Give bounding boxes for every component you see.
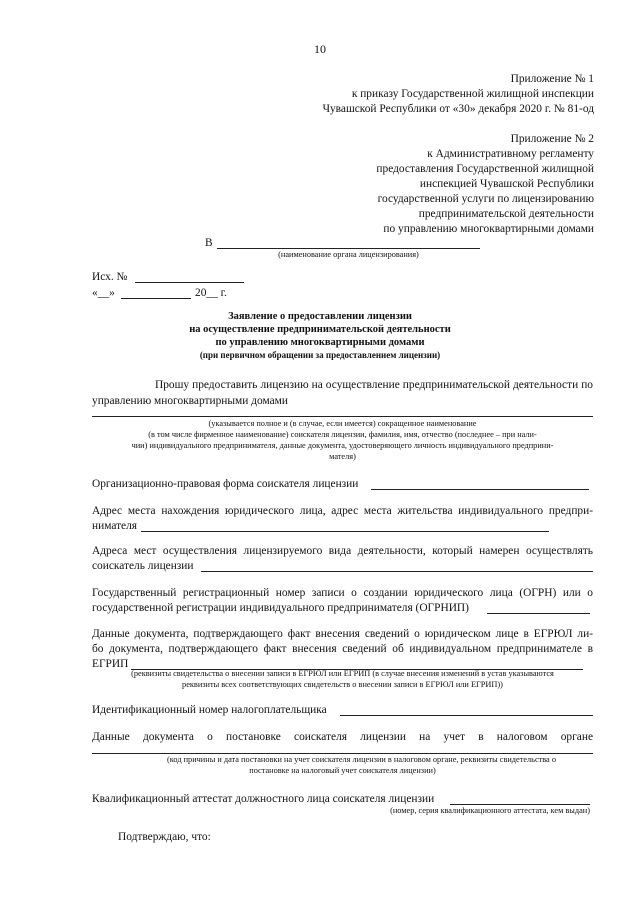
legal-form-field[interactable] [371,489,589,490]
addressee-line [217,248,480,249]
appendix1-line2: Чувашской Республики от «30» декабря 2020 г. № 81-од [322,103,594,115]
request-line1: Прошу предоставить лицензию на осуществление предпринимательской деятельности по [155,379,593,391]
request-note4: мателя) [329,452,356,461]
egrul-label-2: бо документа, подтверждающего факт внесения сведений об индивидуальном предпринимателе в [92,643,593,655]
tax-label: Данные документа о постановке соискателя лицензии на учет в налоговом органе [92,731,593,743]
heading-line4: (при первичном обращении за предоставлением лицензии) [199,350,441,360]
egrul-label-1: Данные документа, подтверждающего факт внесения сведений о юридическом лице в ЕГРЮЛ ли- [92,628,593,640]
heading-line3: по управлению многоквартирными домами [215,337,425,348]
ogrn-label-2: государственной регистрации индивидуального предпринимателя (ОГРНИП) [92,602,469,614]
outgoing-date-prefix: «__» [92,287,115,299]
address-label-1: Адрес места нахождения юридического лица, адрес места жительства индивидуального предпри- [92,505,593,517]
egrul-label-3: ЕГРИП [92,658,129,670]
confirm-text: Подтверждаю, что: [118,831,211,843]
address-field[interactable] [141,531,549,532]
appendix2-line: по управлению многоквартирными домами [383,223,594,235]
heading-line1: Заявление о предоставлении лицензии [228,311,412,322]
appendix2-title: Приложение № 2 [510,133,594,145]
request-note1: (указывается полное и (в случае, если имеется) сокращенное наименование [208,419,477,428]
inn-label: Идентификационный номер налогоплательщика [92,704,327,716]
cert-field[interactable] [450,804,590,805]
ogrn-field[interactable] [487,613,590,614]
tax-note2: постановке на налоговый учет соискателя лицензии) [249,766,436,775]
addressee-prefix: В [205,237,213,249]
outgoing-number-line [135,282,244,283]
tax-note1: (код причины и дата постановки на учет соискателя лицензии в налоговом органе, реквизиты свидетельства о [167,755,556,764]
appendix2-line: к Административному регламенту [427,148,594,160]
request-note3: чии) индивидуального предпринимателя, данные документа, удостоверяющего личность индивидуального предприни- [131,441,554,450]
heading-line2: на осуществление предпринимательской деятельности [189,324,451,335]
request-note2: (в том числе фирменное наименование) соискателя лицензии, фамилия, имя, отчество (последнее – при нали- [148,430,537,439]
tax-field[interactable] [92,753,593,754]
egrul-note2: реквизиты всех соответствующих свидетельств о внесении записи в ЕГРЮЛ или ЕГРИП)) [182,680,503,689]
appendix1-line1: к приказу Государственной жилищной инспекции [351,88,594,100]
outgoing-number-label: Исх. № [92,271,128,283]
appendix2-line: предоставления Государственной жилищной [376,163,594,175]
cert-note: (номер, серия квалификационного аттестата, кем выдан) [390,806,590,815]
request-line2: управлению многоквартирными домами [92,395,288,407]
appendix1-title: Приложение № 1 [510,73,594,85]
appendix2-line: государственной услуги по лицензированию [377,193,594,205]
outgoing-date-year: 20__ г. [195,287,227,299]
legal-form-label: Организационно-правовая форма соискателя лицензии [92,478,359,490]
ogrn-label-1: Государственный регистрационный номер записи о создании юридического лица (ОГРН) или о [92,587,593,599]
address-label-2: нимателя [92,520,138,532]
egrul-note1: (реквизиты свидетельства о внесении записи в ЕГРЮЛ или ЕГРИП (в случае внесения изменений в устав указываются [131,669,554,678]
cert-label: Квалификационный аттестат должностного лица соискателя лицензии [92,793,435,805]
activity-field[interactable] [201,571,593,572]
outgoing-date-line [121,298,191,299]
appendix2-line: предпринимательской деятельности [418,208,594,220]
activity-label-1: Адреса мест осуществления лицензируемого вида деятельности, который намерен осуществлять [92,545,593,557]
inn-field[interactable] [340,715,593,716]
request-line [92,416,593,417]
appendix2-line: инспекцией Чувашской Республики [419,178,594,190]
activity-label-2: соискатель лицензии [92,560,194,572]
page-number: 10 [314,42,326,56]
addressee-caption: (наименование органа лицензирования) [278,250,419,259]
